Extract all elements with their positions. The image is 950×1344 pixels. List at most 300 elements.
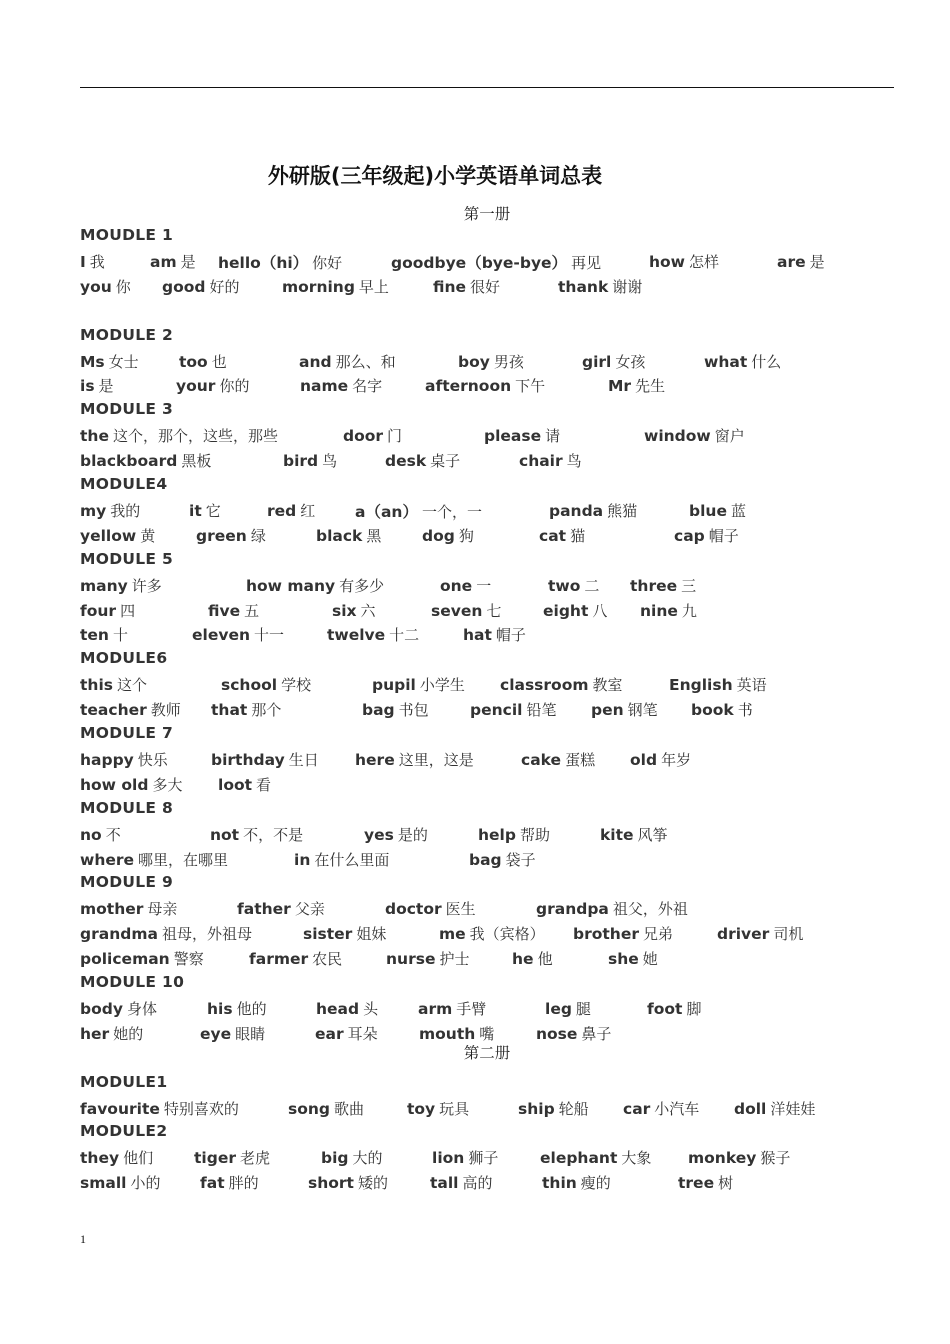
word-entry (80, 1098, 239, 1119)
english-word: eye (200, 1024, 232, 1043)
chinese-meaning: 司机 (773, 925, 804, 944)
english-word: tree (678, 1174, 715, 1193)
word-entry (80, 450, 211, 471)
english-word: window (644, 427, 711, 446)
english-word: Ms (80, 352, 105, 371)
chinese-meaning: 四 (120, 601, 136, 620)
word-entry (385, 898, 476, 919)
chinese-meaning: 兄弟 (643, 925, 674, 944)
word-entry (303, 923, 386, 944)
word-entry (218, 251, 342, 273)
chinese-meaning: 早上 (358, 277, 389, 296)
word-entry (80, 774, 182, 795)
english-word: please (484, 427, 542, 446)
word-entry (176, 375, 249, 396)
english-word: girl (582, 352, 612, 371)
word-entry (80, 699, 181, 720)
word-entry (691, 699, 753, 720)
chinese-meaning: 他们 (123, 1149, 154, 1168)
english-word: Mr (608, 377, 632, 396)
english-word: it (189, 501, 202, 520)
word-entry (470, 699, 556, 720)
word-entry (549, 500, 637, 521)
chinese-meaning: 七 (486, 601, 502, 620)
chinese-meaning: 那个 (251, 701, 282, 720)
chinese-meaning: 我的 (110, 501, 141, 520)
word-entry (327, 624, 419, 645)
english-word: you (80, 277, 112, 296)
word-entry (545, 998, 591, 1019)
english-word: sister (303, 925, 353, 944)
english-word: English (669, 676, 733, 695)
english-word: eleven (192, 626, 250, 645)
chinese-meaning: 许多 (131, 576, 162, 595)
word-entry (458, 351, 524, 372)
word-entry (80, 1147, 153, 1168)
word-entry (267, 500, 315, 521)
word-entry (150, 251, 196, 272)
word-entry (500, 674, 623, 695)
english-word: grandpa (536, 900, 609, 919)
word-entry (463, 624, 526, 645)
english-word: one (440, 576, 473, 595)
english-word: am (150, 252, 177, 271)
word-entry (282, 276, 389, 297)
english-word: six (332, 601, 357, 620)
chinese-meaning: 是 (809, 252, 825, 271)
chinese-meaning: 歌曲 (334, 1099, 365, 1118)
english-word: pen (591, 701, 624, 720)
chinese-meaning: 很好 (470, 277, 501, 296)
english-word: this (80, 676, 113, 695)
word-entry (536, 898, 688, 919)
word-entry (484, 425, 560, 446)
english-word: they (80, 1149, 120, 1168)
english-word: big (321, 1149, 349, 1168)
word-entry (80, 923, 252, 944)
chinese-meaning: 腿 (575, 999, 591, 1018)
chinese-meaning: 门 (387, 427, 403, 446)
word-entry (608, 948, 658, 969)
word-entry (431, 600, 501, 621)
chinese-meaning: 黄 (140, 526, 156, 545)
english-word: bird (283, 452, 319, 471)
word-entry (194, 1147, 270, 1168)
chinese-meaning: 有多少 (339, 576, 385, 595)
word-entry (518, 1098, 589, 1119)
word-entry (608, 375, 665, 396)
chinese-meaning: 再见 (571, 253, 602, 272)
english-word: ship (518, 1099, 555, 1118)
english-word: arm (418, 999, 453, 1018)
chinese-meaning: 你好 (312, 253, 343, 272)
english-word: body (80, 999, 123, 1018)
english-word: mouth (419, 1024, 476, 1043)
chinese-meaning: 也 (211, 352, 227, 371)
english-word: bag (362, 701, 395, 720)
chinese-meaning: 它 (205, 501, 221, 520)
word-entry (321, 1147, 383, 1168)
chinese-meaning: 这个，那个，这些，那些 (112, 427, 278, 446)
english-word: nine (640, 601, 678, 620)
chinese-meaning: 轮船 (558, 1099, 589, 1118)
english-word: nose (536, 1024, 578, 1043)
english-word: many (80, 576, 128, 595)
document-title: 外研版(三年级起)小学英语单词总表 (267, 164, 603, 188)
chinese-meaning: 护士 (439, 950, 470, 969)
chinese-meaning: 姐妹 (356, 925, 387, 944)
english-word: door (343, 427, 384, 446)
english-word: are (777, 252, 806, 271)
word-entry (80, 600, 135, 621)
word-entry (218, 774, 271, 795)
word-entry (704, 351, 781, 372)
english-word: how old (80, 775, 149, 794)
chinese-meaning: 教师 (150, 701, 181, 720)
chinese-meaning: 风筝 (637, 825, 668, 844)
chinese-meaning: 什么 (751, 352, 782, 371)
chinese-meaning: 五 (244, 601, 260, 620)
word-entry (80, 425, 278, 446)
english-word: help (478, 825, 516, 844)
word-entry (364, 824, 428, 845)
word-entry (294, 849, 389, 870)
word-entry (246, 575, 384, 596)
word-entry (425, 375, 545, 396)
english-word: he (512, 950, 534, 969)
english-word: desk (385, 452, 427, 471)
english-word: hello（hi） (218, 253, 309, 272)
word-entry (288, 1098, 364, 1119)
chinese-meaning: 先生 (635, 377, 666, 396)
word-entry (433, 276, 500, 297)
chinese-meaning: 鸟 (566, 452, 582, 471)
word-entry (540, 1147, 651, 1168)
chinese-meaning: 这里，这是 (398, 750, 474, 769)
english-word: here (355, 750, 395, 769)
word-entry (80, 674, 147, 695)
word-entry (189, 500, 221, 521)
word-entry (207, 998, 267, 1019)
english-word: cap (674, 526, 705, 545)
english-word: teacher (80, 701, 147, 720)
word-entry (80, 824, 121, 845)
english-word: toy (407, 1099, 436, 1118)
chinese-meaning: 熊猫 (607, 501, 638, 520)
word-entry (80, 998, 157, 1019)
english-word: boy (458, 352, 490, 371)
word-entry (179, 351, 227, 372)
word-entry (80, 948, 204, 969)
chinese-meaning: 帽子 (495, 626, 526, 645)
chinese-meaning: 猫 (570, 526, 586, 545)
word-entry (519, 450, 582, 471)
word-entry (439, 923, 545, 944)
chinese-meaning: 农民 (312, 950, 343, 969)
word-entry (689, 500, 746, 521)
chinese-meaning: 钢笔 (627, 701, 658, 720)
chinese-meaning: 父亲 (294, 900, 325, 919)
word-entry (543, 600, 607, 621)
english-word: afternoon (425, 377, 512, 396)
english-word: birthday (211, 750, 285, 769)
chinese-meaning: 洋娃娃 (770, 1099, 816, 1118)
word-entry (734, 1098, 815, 1119)
english-word: mother (80, 900, 144, 919)
chinese-meaning: 那么、和 (335, 352, 396, 371)
chinese-meaning: 是 (98, 377, 114, 396)
english-word: old (630, 750, 658, 769)
english-word: fine (433, 277, 467, 296)
chinese-meaning: 树 (718, 1174, 734, 1193)
chinese-meaning: 小的 (130, 1174, 161, 1193)
word-entry (362, 699, 429, 720)
chinese-meaning: 在什么里面 (314, 850, 390, 869)
word-entry (332, 600, 376, 621)
word-entry (669, 674, 767, 695)
english-word: her (80, 1024, 110, 1043)
english-word: dog (422, 526, 455, 545)
word-entry (391, 251, 601, 273)
chinese-meaning: 这个 (116, 676, 147, 695)
word-entry (249, 948, 342, 969)
word-entry (316, 998, 378, 1019)
chinese-meaning: 她 (642, 950, 658, 969)
word-entry (548, 575, 599, 596)
english-word: yellow (80, 526, 137, 545)
english-word: thin (542, 1174, 577, 1193)
word-entry (80, 575, 162, 596)
chinese-meaning: 蓝 (730, 501, 746, 520)
chinese-meaning: 八 (592, 601, 608, 620)
english-word: no (80, 825, 102, 844)
word-entry (573, 923, 673, 944)
chinese-meaning: 你 (115, 277, 131, 296)
word-entry (196, 525, 266, 546)
chinese-meaning: 眼睛 (235, 1024, 266, 1043)
chinese-meaning: 下午 (515, 377, 546, 396)
word-entry (542, 1172, 611, 1193)
english-word: the (80, 427, 109, 446)
word-entry (674, 525, 739, 546)
word-entry (649, 251, 719, 272)
word-entry (80, 1172, 160, 1193)
english-word: is (80, 377, 95, 396)
english-word: school (221, 676, 278, 695)
chinese-meaning: 他 (537, 950, 553, 969)
english-word: blue (689, 501, 727, 520)
word-entry (192, 624, 284, 645)
module-heading: MOUDLE 1 (80, 226, 174, 244)
chinese-meaning: 桌子 (430, 452, 461, 471)
word-entry (80, 351, 139, 372)
word-entry (80, 525, 155, 546)
chinese-meaning: 是的 (397, 825, 428, 844)
chinese-meaning: 医生 (445, 900, 476, 919)
chinese-meaning: 祖父，外祖 (612, 900, 688, 919)
module-heading: MODULE 2 (80, 325, 174, 344)
chinese-meaning: 黑 (366, 526, 382, 545)
word-entry (80, 276, 131, 297)
chinese-meaning: 谢谢 (612, 277, 643, 296)
chinese-meaning: 身体 (126, 999, 157, 1018)
chinese-meaning: 脚 (686, 999, 702, 1018)
english-word: three (630, 576, 678, 595)
word-entry (211, 699, 281, 720)
english-word: tall (430, 1174, 459, 1193)
word-entry (283, 450, 337, 471)
chinese-meaning: 狗 (458, 526, 474, 545)
english-word: blackboard (80, 452, 178, 471)
english-word: panda (549, 501, 604, 520)
english-word: not (210, 825, 240, 844)
english-word: chair (519, 452, 563, 471)
english-word: two (548, 576, 581, 595)
english-word: loot (218, 775, 253, 794)
chinese-meaning: 名字 (352, 377, 383, 396)
english-word: name (300, 377, 349, 396)
word-entry (385, 450, 460, 471)
english-word: goodbye（bye-bye） (391, 253, 568, 272)
word-entry (407, 1098, 469, 1119)
word-entry (623, 1098, 699, 1119)
word-entry (521, 749, 595, 770)
word-entry (539, 525, 585, 546)
word-entry (210, 824, 303, 845)
english-word: I (80, 252, 86, 271)
chinese-meaning: 三 (681, 576, 697, 595)
word-entry (688, 1147, 790, 1168)
chinese-meaning: 他的 (236, 999, 267, 1018)
english-word: kite (600, 825, 634, 844)
word-entry (512, 948, 553, 969)
chinese-meaning: 她的 (113, 1024, 144, 1043)
chinese-meaning: 女士 (108, 352, 139, 371)
word-entry (372, 674, 465, 695)
chinese-meaning: 六 (360, 601, 376, 620)
module-heading: MODULE 7 (80, 724, 174, 742)
chinese-meaning: 红 (300, 501, 316, 520)
chinese-meaning: 请 (545, 427, 561, 446)
english-word: brother (573, 925, 639, 944)
chinese-meaning: 小学生 (419, 676, 465, 695)
english-word: ear (315, 1024, 344, 1043)
chinese-meaning: 不，不是 (243, 825, 304, 844)
chinese-meaning: 头 (363, 999, 379, 1018)
english-word: foot (647, 999, 683, 1018)
chinese-meaning: 一个，一 (421, 502, 482, 521)
english-word: in (294, 850, 311, 869)
header-rule (80, 87, 894, 88)
chinese-meaning: 胖的 (228, 1174, 259, 1193)
chinese-meaning: 高的 (462, 1174, 493, 1193)
chinese-meaning: 十一 (254, 626, 285, 645)
chinese-meaning: 教室 (592, 676, 623, 695)
english-word: small (80, 1174, 127, 1193)
chinese-meaning: 年岁 (661, 750, 692, 769)
english-word: that (211, 701, 248, 720)
chinese-meaning: 嘴 (479, 1024, 495, 1043)
english-word: hat (463, 626, 492, 645)
chinese-meaning: 十二 (389, 626, 420, 645)
module-heading: MODULE1 (80, 1072, 168, 1091)
chinese-meaning: 窗户 (714, 427, 745, 446)
word-entry (630, 749, 691, 770)
module-heading: MODULE6 (80, 649, 168, 668)
word-entry (162, 276, 240, 297)
word-entry (237, 898, 325, 919)
module-heading: MODULE 5 (80, 549, 174, 568)
chinese-meaning: 我 (89, 252, 105, 271)
english-word: five (208, 601, 241, 620)
chinese-meaning: 好的 (209, 277, 240, 296)
chinese-meaning: 九 (681, 601, 697, 620)
english-word: seven (431, 601, 483, 620)
word-entry (355, 500, 482, 522)
word-entry (777, 251, 825, 272)
chinese-meaning: 书 (737, 701, 753, 720)
english-word: she (608, 950, 639, 969)
volume-heading: 第一册 (463, 205, 511, 223)
word-entry (211, 749, 319, 770)
word-entry (600, 824, 668, 845)
chinese-meaning: 鼻子 (581, 1024, 612, 1043)
word-entry (478, 824, 550, 845)
english-word: tiger (194, 1149, 236, 1168)
page-number: 1 (80, 1232, 86, 1246)
word-entry (678, 1172, 733, 1193)
module-heading: MODULE4 (80, 475, 168, 493)
chinese-meaning: 帽子 (708, 526, 739, 545)
english-word: cat (539, 526, 567, 545)
english-word: a（an） (355, 502, 418, 521)
chinese-meaning: 学校 (281, 676, 312, 695)
english-word: where (80, 850, 135, 869)
chinese-meaning: 不 (105, 825, 121, 844)
word-entry (647, 998, 701, 1019)
chinese-meaning: 女孩 (615, 352, 646, 371)
english-word: book (691, 701, 734, 720)
chinese-meaning: 蛋糕 (565, 750, 596, 769)
english-word: four (80, 601, 117, 620)
chinese-meaning: 大象 (621, 1149, 652, 1168)
english-word: good (162, 277, 206, 296)
module-heading: MODULE 9 (80, 873, 174, 892)
english-word: and (299, 352, 332, 371)
word-entry (200, 1172, 259, 1193)
word-entry (80, 624, 128, 645)
chinese-meaning: 玩具 (439, 1099, 470, 1118)
word-entry (644, 425, 745, 446)
english-word: head (316, 999, 360, 1018)
chinese-meaning: 我（宾格） (469, 925, 545, 944)
word-entry (300, 375, 382, 396)
chinese-meaning: 哪里，在哪里 (138, 850, 229, 869)
chinese-meaning: 一 (476, 576, 492, 595)
word-entry (582, 351, 645, 372)
word-entry (80, 849, 228, 870)
word-entry (630, 575, 696, 596)
chinese-meaning: 是 (180, 252, 196, 271)
english-word: my (80, 501, 107, 520)
english-word: your (176, 377, 216, 396)
english-word: fat (200, 1174, 225, 1193)
chinese-meaning: 看 (256, 775, 272, 794)
chinese-meaning: 瘦的 (580, 1174, 611, 1193)
english-word: what (704, 352, 748, 371)
word-entry (430, 1172, 493, 1193)
chinese-meaning: 十 (112, 626, 128, 645)
